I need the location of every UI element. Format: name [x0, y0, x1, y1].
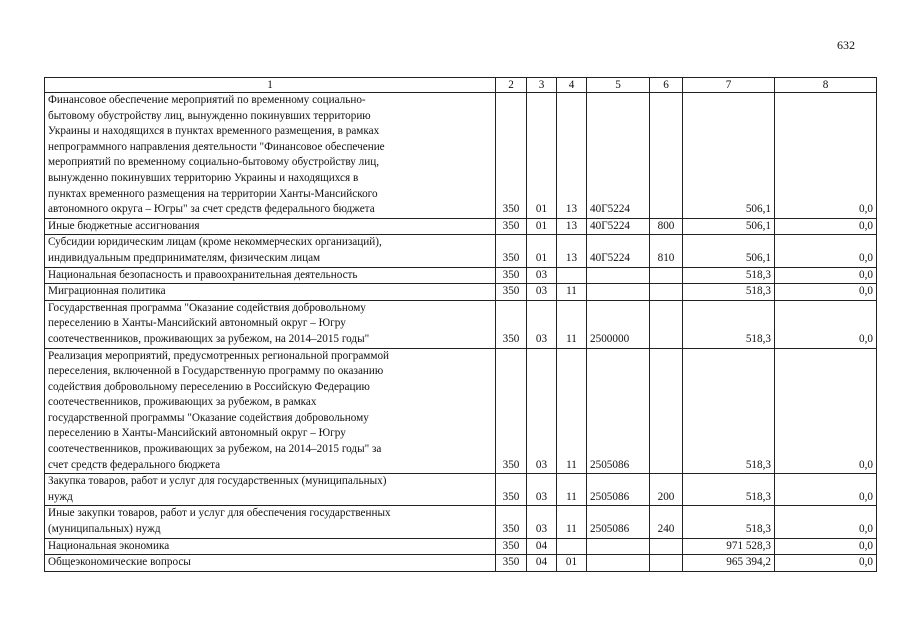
row-description: Иные бюджетные ассигнования: [45, 218, 496, 235]
cell-amount-2: 0,0: [775, 474, 877, 506]
cell-amount-2: 0,0: [775, 555, 877, 572]
column-header: 4: [557, 78, 587, 93]
cell-expense-type: [650, 538, 683, 555]
cell-target-article: [587, 555, 650, 572]
cell-subsection: [557, 538, 587, 555]
cell-subsection: 01: [557, 555, 587, 572]
cell-target-article: 2505086: [587, 348, 650, 474]
cell-section: 03: [527, 284, 557, 301]
cell-amount: 506,1: [683, 218, 775, 235]
cell-code: 350: [496, 474, 527, 506]
cell-expense-type: 200: [650, 474, 683, 506]
cell-expense-type: [650, 300, 683, 348]
cell-subsection: 11: [557, 506, 587, 538]
cell-section: 03: [527, 348, 557, 474]
cell-target-article: 2505086: [587, 474, 650, 506]
table-row: [45, 218, 877, 235]
cell-code: 350: [496, 300, 527, 348]
cell-code: 350: [496, 218, 527, 235]
table-header: [45, 78, 877, 93]
cell-code: 350: [496, 348, 527, 474]
table-row: [45, 267, 877, 284]
cell-section: 01: [527, 235, 557, 267]
cell-subsection: 11: [557, 300, 587, 348]
cell-subsection: 11: [557, 474, 587, 506]
cell-amount: 518,3: [683, 506, 775, 538]
column-header: 5: [587, 78, 650, 93]
cell-expense-type: 240: [650, 506, 683, 538]
cell-amount-2: 0,0: [775, 506, 877, 538]
cell-target-article: 40Г5224: [587, 218, 650, 235]
page-number: 632: [837, 38, 855, 52]
cell-section: 04: [527, 538, 557, 555]
cell-expense-type: [650, 284, 683, 301]
cell-amount: 518,3: [683, 300, 775, 348]
cell-subsection: 13: [557, 218, 587, 235]
cell-amount: 518,3: [683, 284, 775, 301]
table-row: [45, 506, 877, 538]
cell-target-article: 2500000: [587, 300, 650, 348]
row-description: Общеэкономические вопросы: [45, 555, 496, 572]
cell-section: 01: [527, 93, 557, 219]
cell-subsection: 13: [557, 235, 587, 267]
cell-amount-2: 0,0: [775, 267, 877, 284]
column-header: 8: [775, 78, 877, 93]
column-header: 3: [527, 78, 557, 93]
column-header: 7: [683, 78, 775, 93]
row-description: Государственная программа "Оказание содействия добровольному переселению в Ханты-Мансийский автономный округ – Югру соотечественников, проживающих за рубежом, на 2014–2015 годы": [45, 300, 496, 348]
table-row: [45, 348, 877, 474]
budget-table: [44, 77, 877, 572]
row-description: Национальная безопасность и правоохранительная деятельность: [45, 267, 496, 284]
row-description: Финансовое обеспечение мероприятий по временному социально- бытовому обустройству лиц, вынужденно покинувших территорию Украины и находящихся в пунктах временного размещения, в рамках непрограммного направления деятельности "Финансовое обеспечение мероприятий по временному социально-бытовому обустройству лиц, вынужденно покинувших территорию Украины и находящихся в пунктах временного размещения на территории Ханты-Мансийского автономного округа – Югры" за счет средств федерального бюджета: [45, 93, 496, 219]
table-row: [45, 474, 877, 506]
cell-amount-2: 0,0: [775, 300, 877, 348]
table-row: [45, 300, 877, 348]
cell-section: 03: [527, 474, 557, 506]
table-row: [45, 555, 877, 572]
cell-expense-type: [650, 555, 683, 572]
cell-target-article: [587, 284, 650, 301]
cell-amount: 518,3: [683, 348, 775, 474]
cell-amount-2: 0,0: [775, 235, 877, 267]
cell-target-article: 40Г5224: [587, 93, 650, 219]
cell-subsection: 11: [557, 348, 587, 474]
cell-code: 350: [496, 506, 527, 538]
header-row: [45, 78, 877, 93]
cell-target-article: [587, 267, 650, 284]
cell-amount: 971 528,3: [683, 538, 775, 555]
cell-amount-2: 0,0: [775, 284, 877, 301]
row-description: Миграционная политика: [45, 284, 496, 301]
table-row: [45, 284, 877, 301]
cell-code: 350: [496, 267, 527, 284]
table-row: [45, 538, 877, 555]
cell-code: 350: [496, 235, 527, 267]
table-row: [45, 235, 877, 267]
table-body: [45, 93, 877, 572]
cell-subsection: 11: [557, 284, 587, 301]
cell-expense-type: 810: [650, 235, 683, 267]
cell-section: 03: [527, 506, 557, 538]
cell-amount-2: 0,0: [775, 348, 877, 474]
cell-amount: 518,3: [683, 267, 775, 284]
cell-code: 350: [496, 555, 527, 572]
cell-amount-2: 0,0: [775, 218, 877, 235]
row-description: Закупка товаров, работ и услуг для государственных (муниципальных) нужд: [45, 474, 496, 506]
row-description: Реализация мероприятий, предусмотренных региональной программой переселения, включенной в Государственную программу по оказанию содействия добровольному переселению в Российскую Федерацию соотечественников, проживающих за рубежом, в рамках государственной программы "Оказание содействия добровольному переселению в Ханты-Мансийский автономный округ – Югру соотечественников, проживающих за рубежом, на 2014–2015 годы" за счет средств федерального бюджета: [45, 348, 496, 474]
cell-amount-2: 0,0: [775, 538, 877, 555]
cell-target-article: [587, 538, 650, 555]
cell-expense-type: [650, 267, 683, 284]
cell-subsection: [557, 267, 587, 284]
cell-amount: 506,1: [683, 235, 775, 267]
cell-amount: 518,3: [683, 474, 775, 506]
row-description: Иные закупки товаров, работ и услуг для обеспечения государственных (муниципальных) нужд: [45, 506, 496, 538]
column-header: 1: [45, 78, 496, 93]
cell-amount: 965 394,2: [683, 555, 775, 572]
cell-amount: 506,1: [683, 93, 775, 219]
cell-code: 350: [496, 284, 527, 301]
cell-subsection: 13: [557, 93, 587, 219]
table-row: [45, 93, 877, 219]
cell-target-article: 40Г5224: [587, 235, 650, 267]
cell-section: 03: [527, 267, 557, 284]
cell-amount-2: 0,0: [775, 93, 877, 219]
column-header: 6: [650, 78, 683, 93]
cell-expense-type: [650, 93, 683, 219]
cell-expense-type: [650, 348, 683, 474]
cell-expense-type: 800: [650, 218, 683, 235]
cell-section: 03: [527, 300, 557, 348]
row-description: Субсидии юридическим лицам (кроме некоммерческих организаций), индивидуальным предпринимателям, физическим лицам: [45, 235, 496, 267]
cell-section: 01: [527, 218, 557, 235]
cell-code: 350: [496, 538, 527, 555]
cell-section: 04: [527, 555, 557, 572]
cell-code: 350: [496, 93, 527, 219]
cell-target-article: 2505086: [587, 506, 650, 538]
column-header: 2: [496, 78, 527, 93]
row-description: Национальная экономика: [45, 538, 496, 555]
